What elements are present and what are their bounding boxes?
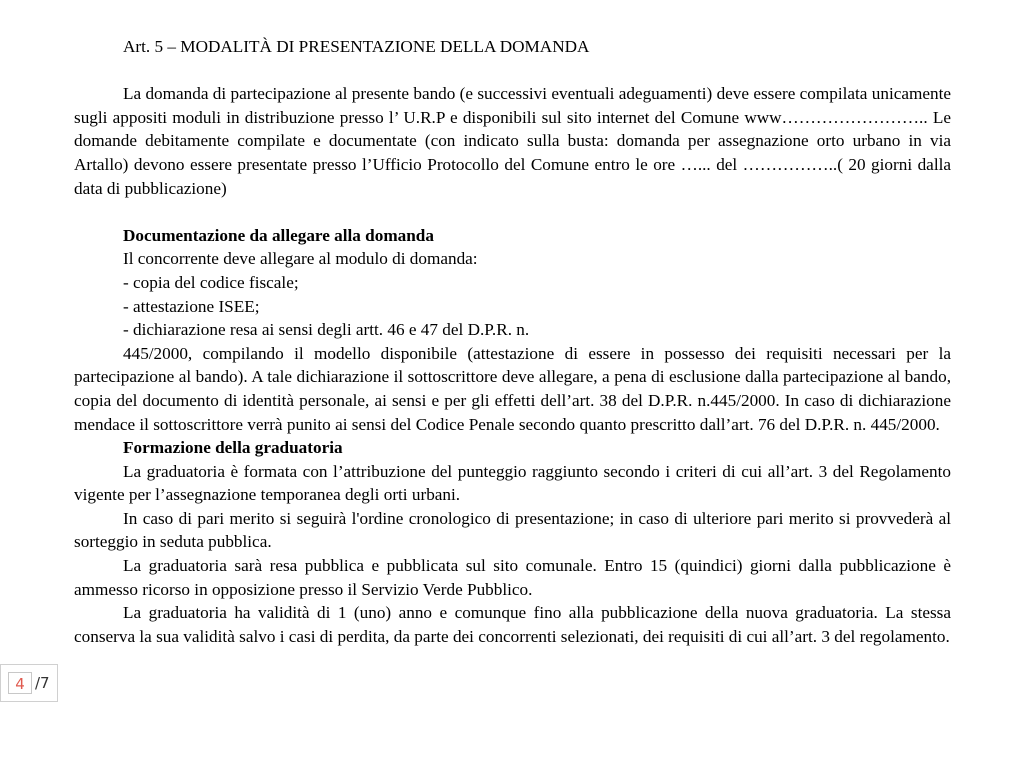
document-body: [74, 35, 951, 648]
page-indicator: [0, 664, 58, 702]
ranking-paragraph: In caso di pari merito si seguirà l'ordine cronologico di presentazione; in caso di ulteriore pari merito si provvederà al sorteggio in seduta pubblica.: [74, 508, 951, 552]
blank-line: [74, 59, 951, 83]
current-page-input[interactable]: 4: [8, 672, 32, 694]
documentation-item: - dichiarazione resa ai sensi degli artt. 46 e 47 del D.P.R. n.: [123, 320, 530, 340]
ranking-paragraph: La graduatoria è formata con l’attribuzione del punteggio raggiunto secondo i criteri di cui all’art. 3 del Regolamento vigente per l’assegnazione temporanea degli orti urbani.: [74, 461, 951, 505]
documentation-item: - copia del codice fiscale;: [123, 272, 299, 292]
declaration-paragraph: 445/2000, compilando il modello disponibile (attestazione di essere in possesso dei requisiti necessari per la partecipazione al bando). A tale dichiarazione il sottoscrittore deve allegare, a pena di esclusione dalla partecipazione al bando, copia del documento di identità personale, ai sensi e per gli effetti dell’art. 38 del D.P.R. n.445/2000. In caso di dichiarazione mendace il sottoscrittore verrà punito ai sensi del Codice Penale secondo quanto prescritto dall’art. 76 del D.P.R. n. 445/2000.: [74, 343, 951, 434]
documentation-intro: Il concorrente deve allegare al modulo di domanda:: [123, 249, 478, 269]
article-title: Art. 5 – MODALITÀ DI PRESENTAZIONE DELLA DOMANDA: [123, 37, 590, 56]
ranking-paragraph: La graduatoria ha validità di 1 (uno) anno e comunque fino alla pubblicazione della nuova graduatoria. La stessa conserva la sua validità salvo i casi di perdita, da parte dei concorrenti selezionati, dei requisiti di cui all’art. 3 del regolamento.: [74, 603, 951, 646]
ranking-paragraph: La graduatoria sarà resa pubblica e pubblicata sul sito comunale. Entro 15 (quindici) giorni dalla pubblicazione è ammesso ricorso in opposizione presso il Servizio Verde Pubblico.: [74, 556, 951, 599]
ranking-heading: Formazione della graduatoria: [123, 438, 343, 458]
documentation-heading: Documentazione da allegare alla domanda: [123, 225, 434, 245]
total-pages-label: /7: [35, 674, 50, 692]
documentation-item: - attestazione ISEE;: [123, 296, 260, 316]
intro-paragraph: La domanda di partecipazione al presente bando (e successivi eventuali adeguamenti) deve essere compilata unicamente sugli appositi moduli in distribuzione presso l’ U.R.P e disponibili sul sito internet del Comune www…………………….. Le domande debitamente compilate e documentate (con indicato sulla busta: domanda per assegnazione orto urbano in via Artallo) devono essere presentate presso l’Ufficio Protocollo del Comune entro le ore …... del ……………..( 20 giorni dalla data di pubblicazione): [74, 84, 951, 198]
blank-line: [74, 200, 951, 224]
